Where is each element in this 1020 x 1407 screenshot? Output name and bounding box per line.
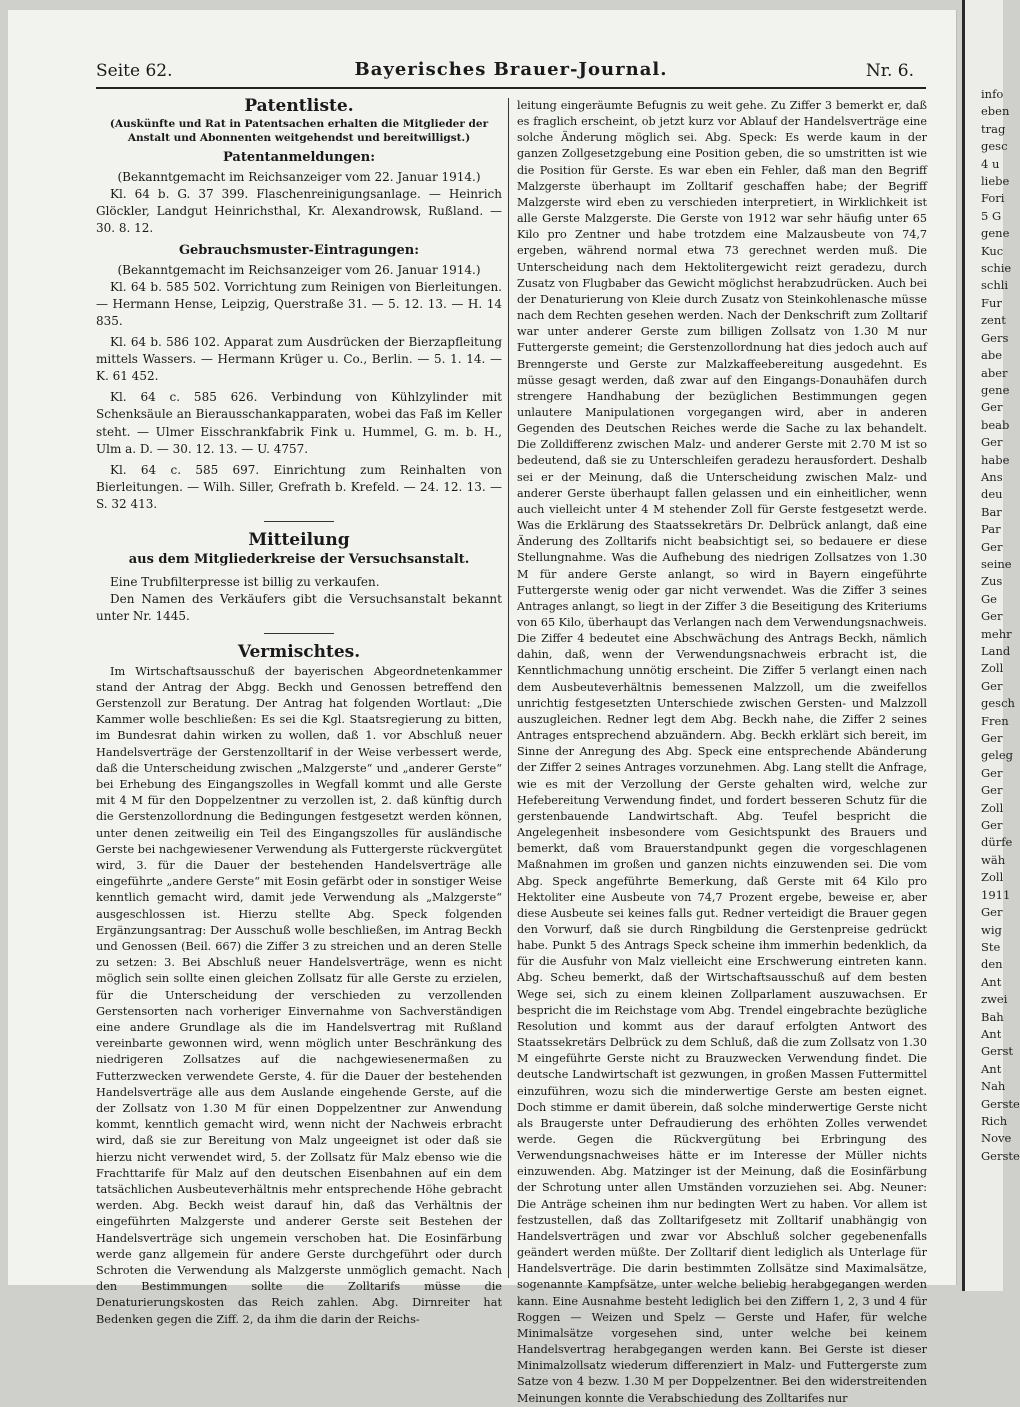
adjacent-page-line: eben bbox=[981, 104, 1010, 119]
vermischtes-right-text: leitung eingeräumte Befugnis zu weit gehe. Zu Ziffer 3 bemerkt er, daß es fraglich erscheint, ob jetzt kurz vor Ablauf der Handelsverträge eine solche Änderung möglich sei. Abg. Speck: Es werde kaum in der ganzen Zollgesetzgebung eine Position geben, die so umstritten ist wie die Position für Gerste. Es war eben ein Fehler, daß man den Begriff Malzgerste überhaupt im Zolltarif geschaffen habe; der Begriff Malzgerste wird eben zu verschieden interpretiert, in Wirklichkeit ist alle Gerste Malzgerste. Die Gerste von 1912 war sehr häufig unter 65 Kilo pro Zentner und habe trotzdem eine Malzausbeute von 74,7 ergeben, während normal etwa 73 gerechnet werden muß. Die Unterscheidung nach dem Hektolitergewicht reizt geradezu, durch Zusatz von Flugbaber das Gewicht möglichst herabzudrücken. Auch bei der Denaturierung von Kleie durch Zusatz von Steinkohlenasche müsse nach dem Rechten gesehen werden. Nach der Denkschrift zum Zolltarif war unter anderer Gerste zum billigen Zollsatz von 1.30 M nur Futtergerste gemeint; die Gerstenzollordnung hat dies jedoch auch auf Brenngerste und Gerste zur Malzkaffeebereitung ausgedehnt. Es müsse gesagt werden, daß zwar auf den Eingangs-Donauhäfen durch strengere Handhabung der bezüglichen Bestimmungen gegen unlautere Manipulationen vorgegangen wird, aber in anderen Gegenden des Deutschen Reiches werde die Sache zu lax behandelt. Die Zolldifferenz zwischen Malz- und anderer Gerste mit 2.70 M ist so bedeutend, daß sie zu Unterschleifen geradezu herausfordert. Deshalb sei er der Meinung, daß die Unterscheidung zwischen Malz- und anderer Gerste überhaupt fallen gelassen und ein einheitlicher, wenn auch vielleicht unter 4 M stehender Zoll für Gerste festgesetzt werde. Was die Erklärung des Staatssekretärs Dr. Delbrück anlangt, daß eine Änderung des Zolltarifs nicht beabsichtigt sei, so bedauere er diese Stellungnahme. Was die Aufhebung des niedrigen Zollsatzes von 1.30 M für andere Gerste anlangt, so wird in Bayern eingeführte Futtergerste wenig oder gar nicht verwendet. Was die Ziffer 3 seines Antrages anlangt, so liegt in der Ziffer 3 die Beseitigung des Kriteriums von 65 Kilo, überhaupt das Verlangen nach dem Verwendungsnachweis. Die Ziffer 4 bedeutet eine Abschwächung des Antrags Beckh, nämlich dahin, daß, wenn der Verwendungsnachweis erbracht ist, die Kenntlichmachung unnötig erscheint. Die Ziffer 5 verlangt einen nach dem Ausbeuteverhältnis bemessenen Malzzoll, um die zweifellos unrichtig festgesetzten Unterschiede zwischen Gersten- und Malzzoll auszugleichen. Redner legt dem Abg. Beckh nahe, die Ziffer 2 seines Antrages entsprechend abzuändern. Abg. Beckh erklärt sich bereit, im Sinne der Anregung des Abg. Speck eine entsprechende Abänderung der Ziffer 2 seines Antrages vorzunehmen. Abg. Lang stellt die Anfrage, wie es mit der Verzollung der Gerste gehalten wird, welche zur Hefebereitung Verwendung findet, und fordert besseren Schutz für die gerstenbauende Landwirtschaft. Abg. Teufel bespricht die Angelegenheit insbesondere vom Gesichtspunkt des Brauers und bemerkt, daß vom Brauerstandpunkt gegen die vorgeschlagenen Maßnahmen im großen und ganzen nichts einzuwenden sei. Die vom Abg. Speck angeführte Bemerkung, daß Gerste mit 64 Kilo pro Hektoliter eine Ausbeute von 74,7 Prozent ergebe, beweise er, aber diese Ausbeute sei keines falls gut. Redner verteidigt die Brauer gegen den Vorwurf, daß sie durch Ringbildung die Gerstenpreise gedrückt habe. Punkt 5 des Antrags Speck scheine ihm immerhin bedenklich, da für die Ausfuhr von Malz vielleicht eine Erschwerung eintreten kann. Abg. Scheu bemerkt, daß der Wirtschaftsausschuß auf dem besten Wege sei, sich zu einem kleinen Zollparlament auszuwachsen. Er bespricht die im Reichstage vom Abg. Trendel eingebrachte bezügliche Resolution und kommt aus der darauf erfolgten Antwort des Staatssekretärs Delbrück zu dem Schluß, daß die zum Zollsatz von 1.30 M eingeführte Gerste nicht zu Brauzwecken Verwendung findet. Die deutsche Landwirtschaft ist gezwungen, in großen Massen Futtermittel einzuführen, wozu sich die minderwertige Gerste am besten eignet. Doch stimme er damit überein, daß solche minderwertige Gerste nicht als Braugerste unter Defraudierung des erhöhten Zolles verwendet werde. Gegen die Rückvergütung bei Erbringung des Verwendungsnachweises hätte er im Interesse der Müller nichts einzuwenden. Abg. Matzinger ist der Meinung, daß die Eosinfärbung der Schrotung unter allen Umständen vorzuziehen sei. Abg. Neuner: Die Anträge scheinen ihm nur bedingten Wert zu haben. Vor allem ist festzustellen, daß das Zolltarifgesetz mit Zolltarif unabhängig von Handelsverträgen und zwar vor Abschluß solcher gegebenenfalls geändert werden müßte. Der Zolltarif dient lediglich als Unterlage für Handelsverträge. Die darin bestimmten Zollsätze sind Maximalsätze, sogenannte Kampfsätze, unter welche beliebig herabgegangen werden kann. Eine Ausnahme besteht lediglich bei den Ziffern 1, 2, 3 und 4 für Roggen — Weizen und Spelz — Gerste und Hafer, für welche Minimalsätze vorgesehen sind, unter welche bei keinem Handelsvertrag herabgegangen werden kann. Bei Gerste ist dieser Minimalzollsatz wiederum differenziert in Malz- und Futtergerste zum Satze von 4 bezw. 1.30 M per Doppelzentner. Bei den widerstreitenden Meinungen konnte die Verabschiedung des Zolltarifes nur bbox=[517, 99, 927, 1405]
adjacent-page-line: info bbox=[981, 87, 1004, 101]
adjacent-page-line: Gerst bbox=[981, 1044, 1014, 1059]
adjacent-page-line: dürfe bbox=[981, 835, 1013, 850]
adjacent-page-line: gesch bbox=[981, 696, 1015, 711]
adjacent-page-line: Bah bbox=[981, 1009, 1004, 1024]
adjacent-page-line: Ant bbox=[981, 974, 1002, 989]
adjacent-page-line: schie bbox=[981, 261, 1012, 276]
patentliste-note: (Auskünfte und Rat in Patentsachen erhalten die Mitglieder der Anstalt und Abonnenten weitgehendst und bereitwilligst.) bbox=[109, 118, 489, 145]
adjacent-page-line: Fori bbox=[981, 191, 1005, 206]
section-separator bbox=[264, 633, 334, 634]
adjacent-page-line: wig bbox=[981, 922, 1002, 937]
adjacent-page-line: Ans bbox=[981, 469, 1003, 484]
adjacent-page-line: Ger bbox=[981, 731, 1003, 746]
adjacent-page-line: gene bbox=[981, 226, 1010, 241]
anmeldungen-heading: Patentanmeldungen: bbox=[222, 150, 376, 166]
adjacent-page-line: Ger bbox=[981, 678, 1003, 693]
adjacent-page-line: Rich bbox=[981, 1113, 1008, 1128]
adjacent-page-line: Ger bbox=[981, 435, 1003, 450]
adjacent-page-line: liebe bbox=[981, 174, 1010, 189]
adjacent-page-line: gene bbox=[981, 382, 1010, 397]
adjacent-page-line: Ger bbox=[981, 818, 1003, 833]
adjacent-page-line: abe bbox=[981, 348, 1003, 363]
adjacent-page-line: Gers bbox=[981, 330, 1009, 345]
adjacent-page-line: wäh bbox=[981, 852, 1006, 867]
mitteilung-subheading: aus dem Mitgliederkreise der Versuchsanstalt. bbox=[128, 552, 470, 568]
anmeldungen-intro: (Bekanntgemacht im Reichsanzeiger vom 22. Januar 1914.) bbox=[117, 170, 481, 185]
adjacent-page-line: Zoll bbox=[981, 800, 1004, 815]
adjacent-page-line: aber bbox=[981, 365, 1008, 380]
adjacent-page-fragments bbox=[965, 0, 1020, 1165]
vermischtes-heading: Vermischtes. bbox=[237, 642, 361, 663]
adjacent-page-edge bbox=[962, 0, 1020, 1291]
adjacent-page-line: den bbox=[981, 957, 1003, 972]
adjacent-page-line: deu bbox=[981, 487, 1003, 502]
adjacent-page-line: Fren bbox=[981, 713, 1009, 728]
adjacent-page-line: 5 G bbox=[981, 208, 1002, 223]
adjacent-page-line: trag bbox=[981, 121, 1006, 136]
adjacent-page-line: habe bbox=[981, 452, 1010, 467]
adjacent-page-line: Par bbox=[981, 522, 1001, 537]
gebrauchsmuster-entry: Kl. 64 b. 586 102. Apparat zum Ausdrücken der Bierzapfleitung mittels Wassers. — Hermann Krüger u. Co., Berlin. — 5. 1. 14. — K. 61 452. bbox=[96, 335, 502, 384]
adjacent-page-line: Ger bbox=[981, 539, 1003, 554]
page-header bbox=[96, 57, 926, 89]
patent-entry: Kl. 64 b. G. 37 399. Flaschenreinigungsanlage. — Heinrich Glöckler, Landgut Heinrichsthal, Kr. Alexandrowsk, Rußland. — 30. 8. 12. bbox=[96, 187, 502, 236]
adjacent-page-line: Gerste bbox=[981, 1096, 1020, 1111]
adjacent-page-line: seine bbox=[981, 556, 1012, 571]
gebrauchsmuster-entry: Kl. 64 c. 585 697. Einrichtung zum Reinhalten von Bierleitungen. — Wilh. Siller, Grefrath b. Krefeld. — 24. 12. 13. — S. 32 413. bbox=[96, 462, 502, 511]
journal-title: Bayerisches Brauer-Journal. bbox=[354, 59, 668, 80]
adjacent-page-line: Fur bbox=[981, 295, 1002, 310]
mitteilung-text: Den Namen des Verkäufers gibt die Versuchsanstalt bekannt unter Nr. 1445. bbox=[96, 592, 502, 624]
adjacent-page-line: Ger bbox=[981, 609, 1003, 624]
adjacent-page-line: schli bbox=[981, 278, 1009, 293]
adjacent-page-line: Kuc bbox=[981, 243, 1004, 258]
adjacent-page-line: Nah bbox=[981, 1079, 1006, 1094]
adjacent-page-line: Ste bbox=[981, 939, 1001, 954]
adjacent-page-line: Ger bbox=[981, 905, 1003, 920]
gebrauchsmuster-heading: Gebrauchsmuster-Eintragungen: bbox=[178, 242, 420, 258]
mitteilung-heading: Mitteilung bbox=[248, 529, 350, 550]
adjacent-page-line: Zoll bbox=[981, 870, 1004, 885]
adjacent-page-line: Ge bbox=[981, 591, 997, 606]
patentliste-heading: Patentliste. bbox=[244, 96, 354, 116]
section-separator bbox=[264, 521, 334, 522]
left-column bbox=[96, 98, 502, 1328]
adjacent-page-line: 4 u bbox=[981, 156, 1000, 171]
adjacent-page-line: Zoll bbox=[981, 661, 1004, 676]
adjacent-page-line: Ger bbox=[981, 400, 1003, 415]
right-column bbox=[517, 98, 927, 1407]
gebrauchsmuster-entry: Kl. 64 b. 585 502. Vorrichtung zum Reinigen von Bierleitungen. — Hermann Hense, Leipzig, Querstraße 31. — 5. 12. 13. — H. 14 835. bbox=[96, 279, 502, 328]
adjacent-page-line: Land bbox=[981, 644, 1011, 658]
adjacent-page-line: 1911 bbox=[981, 887, 1011, 902]
newspaper-page bbox=[8, 10, 956, 1405]
adjacent-page-line: Ger bbox=[981, 765, 1003, 780]
adjacent-page-line: zwei bbox=[981, 992, 1008, 1007]
column-divider bbox=[508, 98, 509, 1278]
mitteilung-text: Eine Trubfilterpresse ist billig zu verkaufen. bbox=[110, 575, 380, 590]
adjacent-page-line: zent bbox=[981, 313, 1006, 328]
gebrauchsmuster-entry: Kl. 64 c. 585 626. Verbindung von Kühlzylinder mit Schenksäule an Bierausschankapparaten, wobei das Faß im Keller steht. — Ulmer Eisschrankfabrik Fink u. Hummel, G. m. b. H., Ulm a. D. — 30. 12. 13. — U. 4757. bbox=[96, 390, 502, 456]
adjacent-page-line: geleg bbox=[981, 748, 1014, 763]
adjacent-page-line: gesc bbox=[981, 139, 1008, 154]
adjacent-page-line: Zus bbox=[981, 574, 1003, 589]
adjacent-page-line: Bar bbox=[981, 504, 1002, 519]
adjacent-page-line: Ant bbox=[981, 1026, 1002, 1041]
page-number: Seite 62. bbox=[96, 61, 173, 81]
adjacent-page-line: beab bbox=[981, 417, 1010, 432]
adjacent-page-line: Gerste bbox=[981, 1148, 1020, 1163]
adjacent-page-line: Ger bbox=[981, 783, 1003, 798]
adjacent-page-line: Ant bbox=[981, 1061, 1002, 1076]
gebrauchsmuster-intro: (Bekanntgemacht im Reichsanzeiger vom 26. Januar 1914.) bbox=[117, 262, 481, 277]
vermischtes-left-text: Im Wirtschaftsausschuß der bayerischen Abgeordnetenkammer stand der Antrag der Abgg. Beckh und Genossen betreffend den Gerstenzoll zur Beratung. Der Antrag hat folgenden Wortlaut: „Die Kammer wolle beschließen: Es sei die Kgl. Staatsregierung zu bitten, im Bundesrat dahin wirken zu wollen, daß 1. vor Abschluß neuer Handelsverträge der Gerstenzolltarif in der Weise verbessert werde, daß die Unterscheidung zwischen „Malzgerste“ und „anderer Gerste“ bei Erhebung des Eingangszolles in Wegfall kommt und alle Gerste mit 4 M für den Doppelzentner zu verzollen ist, 2. daß künftig durch die Gerstenzollordnung die Bedingungen festgesetzt werden können, unter denen zeitweilig ein Teil des Eingangszolles für ausländische Gerste bei nachgewiesener Verwendung als Futtergerste rückvergütet wird, 3. für die Dauer der bestehenden Handelsverträge alle eingeführte „andere Gerste“ mit Eosin gefärbt oder in sonstiger Weise kenntlich gemacht wird, damit jede Verwendung als „Malzgerste“ ausgeschlossen ist. Hierzu stellte Abg. Speck folgenden Ergänzungsantrag: Der Ausschuß wolle beschließen, im Antrag Beckh und Genossen (Beil. 667) die Ziffer 3 zu streichen und an deren Stelle zu setzen: 3. Bei Abschluß neuer Handelsverträge, wenn es nicht möglich sein sollte einen gleichen Zollsatz für alle Gerste zu erzielen, für die Unterscheidung der verschieden zu verzollenden Gerstensorten nach vorheriger Einvernahme von Sachverständigen eine andere Grundlage als die im Handelsvertrag mit Rußland vereinbarte gewonnen wird, wenn möglich unter Beschränkung des niedrigeren Zollsatzes auf die nachgewiesenermaßen zu Futterzwecken verwendete Gerste, 4. für die Dauer der bestehenden Handelsverträge alle aus dem Auslande eingehende Gerste, auf die der Zollsatz von 1.30 M für einen Doppelzentner zur Anwendung kommt, kenntlich gemacht wird, wenn nicht der Nachweis erbracht wird, daß sie zur Bereitung von Malz ungeeignet ist oder daß sie hierzu nicht verwendet wird, 5. der Zollsatz für Malz ebenso wie die Frachttarife für Malz auf den deutschen Eisenbahnen auf ein dem tatsächlichen Ausbeuteverhältnis mehr entsprechende Höhe gebracht werden. Abg. Beckh weist darauf hin, daß das Verhältnis der eingeführten Malzgerste und anderer Gerste seit Bestehen der Handelsverträge sich ungemein verschoben hat. Die Eosinfärbung werde ganz allgemein für andere Gerste durchgeführt oder durch Schroten die Verwendung als Malzgerste unmöglich gemacht. Nach den Bestimmungen sollte die Zolltarifs müsse die Denaturierungskosten das Reich zahlen. Abg. Dirnreiter hat Bedenken gegen die Ziff. 2, da ihm die darin der Reichs- bbox=[96, 664, 502, 1326]
adjacent-page-line: mehr bbox=[981, 626, 1012, 641]
adjacent-page-line: Nove bbox=[981, 1131, 1012, 1146]
issue-number: Nr. 6. bbox=[865, 61, 914, 81]
